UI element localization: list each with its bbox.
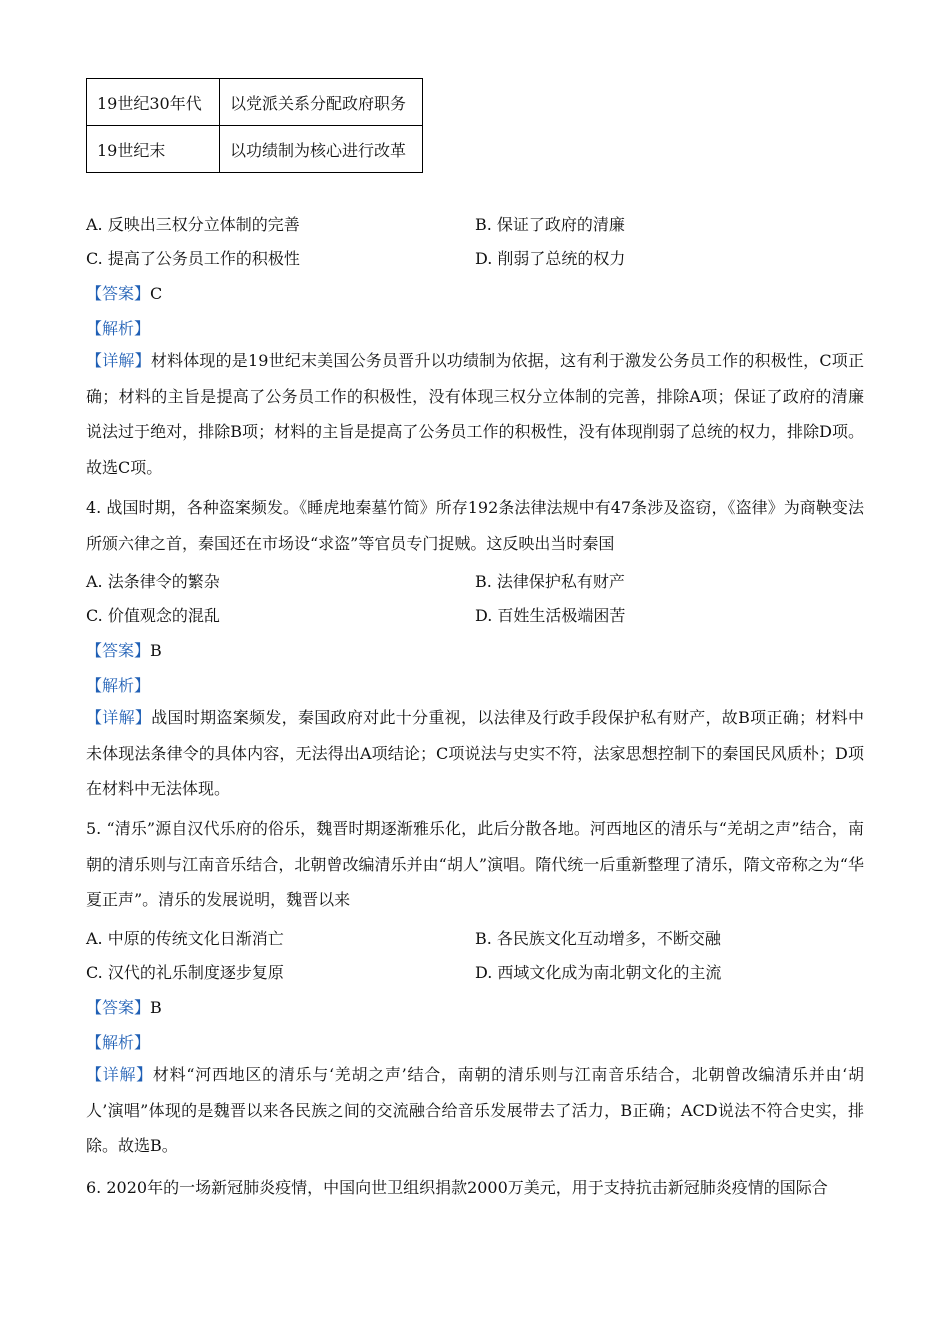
answer-value: B <box>150 641 162 660</box>
q4-stem: 4. 战国时期，各种盗案频发。《睡虎地秦墓竹简》所存192条法律法规中有47条涉及盗窃，《盗律》为商鞅变法所颁六律之首，秦国还在市场设“求盗”等官员专门捉贼。这反映出当时秦国 <box>86 498 864 553</box>
q5-option-c: C. 汉代的礼乐制度逐步复原 <box>86 963 284 982</box>
q4-detail <box>86 700 864 807</box>
q3-option-a: A. 反映出三权分立体制的完善 <box>86 215 300 234</box>
table-row <box>87 79 423 126</box>
answer-value: C <box>150 284 163 303</box>
q5-option-d: D. 西域文化成为南北朝文化的主流 <box>475 963 722 982</box>
q3-analysis-tag: 【解析】 <box>86 319 151 338</box>
q3-detail <box>86 343 864 485</box>
q5-detail <box>86 1057 864 1164</box>
answer-value: B <box>150 998 162 1017</box>
detail-tag: 【详解】 <box>86 708 152 727</box>
table-cell: 19世纪30年代 <box>87 79 220 126</box>
detail-tag: 【详解】 <box>86 351 151 370</box>
answer-tag: 【答案】 <box>86 641 151 660</box>
q5-option-a: A. 中原的传统文化日渐消亡 <box>86 929 284 948</box>
q4-answer <box>86 638 162 661</box>
q4-option-d: D. 百姓生活极端困苦 <box>475 606 626 625</box>
q5-analysis-tag: 【解析】 <box>86 1033 151 1052</box>
answer-tag: 【答案】 <box>86 998 151 1017</box>
detail-text: 材料体现的是19世纪末美国公务员晋升以功绩制为依据，这有利于激发公务员工作的积极性，C项正确；材料的主旨是提高了公务员工作的积极性，没有体现三权分立体制的完善，排除A项；保证了政府的清廉说法过于绝对，排除B项；材料的主旨是提高了公务员工作的积极性，没有体现削弱了总统的权力，排除D项。故选C项。 <box>86 351 864 477</box>
answer-tag: 【答案】 <box>86 284 151 303</box>
q5-option-b: B. 各民族文化互动增多，不断交融 <box>475 929 721 948</box>
q4-analysis-tag: 【解析】 <box>86 676 151 695</box>
q6-stem: 6. 2020年的一场新冠肺炎疫情，中国向世卫组织捐款2000万美元，用于支持抗击新冠肺炎疫情的国际合 <box>86 1178 828 1197</box>
q4-option-c: C. 价值观念的混乱 <box>86 606 220 625</box>
material-table <box>86 78 423 173</box>
q5-answer <box>86 995 162 1018</box>
q3-option-c: C. 提高了公务员工作的积极性 <box>86 249 300 268</box>
q5-stem: 5. “清乐”源自汉代乐府的俗乐，魏晋时期逐渐雅乐化，此后分散各地。河西地区的清乐与“羌胡之声”结合，南朝的清乐则与江南音乐结合，北朝曾改编清乐并由“胡人”演唱。隋代统一后重新整理了清乐，隋文帝称之为“华夏正声”。清乐的发展说明，魏晋以来 <box>86 819 864 909</box>
detail-text: 战国时期盗案频发，秦国政府对此十分重视，以法律及行政手段保护私有财产，故B项正确；材料中未体现法条律令的具体内容，无法得出A项结论；C项说法与史实不符，法家思想控制下的秦国民风质朴；D项在材料中无法体现。 <box>86 708 864 798</box>
table-cell: 19世纪末 <box>87 126 220 173</box>
table-row <box>87 126 423 173</box>
table-cell: 以党派关系分配政府职务 <box>220 79 423 126</box>
q3-option-d: D. 削弱了总统的权力 <box>475 249 626 268</box>
table-cell: 以功绩制为核心进行改革 <box>220 126 423 173</box>
detail-tag: 【详解】 <box>86 1065 153 1084</box>
q4-option-b: B. 法律保护私有财产 <box>475 572 625 591</box>
detail-text: 材料“河西地区的清乐与‘羌胡之声’结合，南朝的清乐则与江南音乐结合，北朝曾改编清乐并由‘胡人’演唱”体现的是魏晋以来各民族之间的交流融合给音乐发展带去了活力，B正确；ACD说法不符合史实，排除。故选B。 <box>86 1065 864 1155</box>
q4-option-a: A. 法条律令的繁杂 <box>86 572 220 591</box>
q3-answer <box>86 281 162 304</box>
q3-option-b: B. 保证了政府的清廉 <box>475 215 625 234</box>
